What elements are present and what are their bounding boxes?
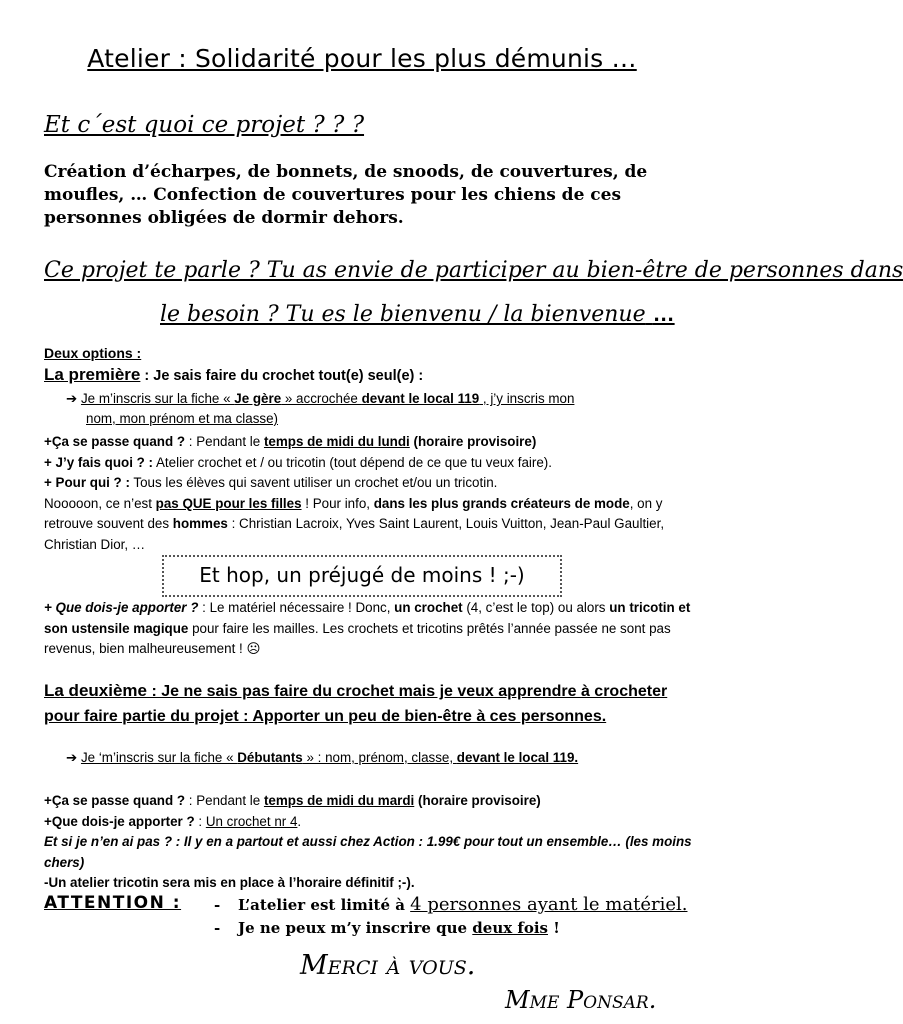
second-tricotin: -Un atelier tricotin sera mis en place à l’horaire définitif ;-). [44,875,415,890]
arrow-icon: ➔ [66,391,78,406]
heading-project: Et c´est quoi ce projet ? ? ? [44,112,365,138]
first-who: + Pour qui ? : Tous les élèves qui savent utiliser un crochet et/ou un tricotin. [44,475,498,490]
first-option-title: : Je sais faire du crochet tout(e) seul(e) : [140,368,424,384]
first-registration-text: Je m’inscris sur la fiche « Je gère » accrochée devant le local 119 , j’y inscris mon [80,391,575,406]
second-ifnot: Et si je n’en ai pas ? : Il y en a partout et aussi chez Action : 1.99€ pour tout un ensemble… (les moins chers) [44,834,692,870]
signature: Mme Ponsar. [505,986,657,1014]
first-option-heading [44,365,423,385]
first-when: +Ça se passe quand ? : Pendant le temps de midi du lundi (horaire provisoire) [44,434,537,449]
second-when: +Ça se passe quand ? : Pendant le temps de midi du mardi (horaire provisoire) [44,793,541,808]
intro-paragraph: Création d’écharpes, de bonnets, de snoods, de couvertures, de moufles, … Confection de couvertures pour les chiens de ces personnes obligées de dormir dehors. [44,162,648,228]
first-option-label: La première [44,365,141,384]
attention-item-1: - L’atelier est limité à 4 personnes ayant le matériel. [214,894,688,915]
second-registration [66,750,578,766]
prejudice-box-text: Et hop, un préjugé de moins ! ;-) [199,563,525,587]
first-details [44,432,694,555]
second-option-title: : Je ne sais pas faire du crochet mais je veux apprendre à crocheter pour faire partie du projet : Apporter un peu de bien-être à ces personnes. [44,683,668,725]
attention-item-2: - Je ne peux m’y inscrire que deux fois ! [214,919,560,937]
closing-thanks: Merci à vous. [300,950,476,981]
second-registration-text: Je ‘m’inscris sur la fiche « Débutants » : nom, prénom, classe, devant le local 119. [80,750,579,765]
first-registration [66,389,666,429]
first-noo: Nooooon, ce n’est pas QUE pour les filles ! Pour info, dans les plus grands créateurs de mode, on y retrouve souvent des hommes : Christian Lacroix, Yves Saint Laurent, Louis Vuitton, Jean-Paul Gaultier, Christian Dior, … [44,495,665,552]
second-option-heading [44,678,684,729]
page-title: Atelier : Solidarité pour les plus démunis … [87,44,637,73]
first-what: + J’y fais quoi ? : Atelier crochet et / ou tricotin (tout dépend de ce que tu veux faire). [44,454,552,470]
first-bring: + Que dois-je apporter ? : Le matériel nécessaire ! Donc, un crochet (4, c’est le top) ou alors un tricotin et son ustensile magique pour faire les mailles. Les crochets et tricotins prêtés l’année passée ne sont pas revenus, bien malheureusement ! ☹ [44,600,691,656]
attention-label: ATTENTION : [44,893,182,913]
options-label: Deux options : [44,345,142,361]
second-details [44,791,694,894]
invite-line-2 [160,301,675,327]
second-bring: +Que dois-je apporter ? : Un crochet nr 4. [44,813,302,829]
second-option-label: La deuxième [44,681,147,700]
attention-list [214,893,687,940]
invite-line-2-text: le besoin ? Tu es le bienvenu / la bienvenue [160,302,646,327]
first-registration-text-2: nom, mon prénom et ma classe) [86,411,279,426]
invite-dots: … [652,301,675,326]
invite-line-1: Ce projet te parle ? Tu as envie de participer au bien-être de personnes dans [44,258,903,283]
arrow-icon: ➔ [66,750,78,765]
